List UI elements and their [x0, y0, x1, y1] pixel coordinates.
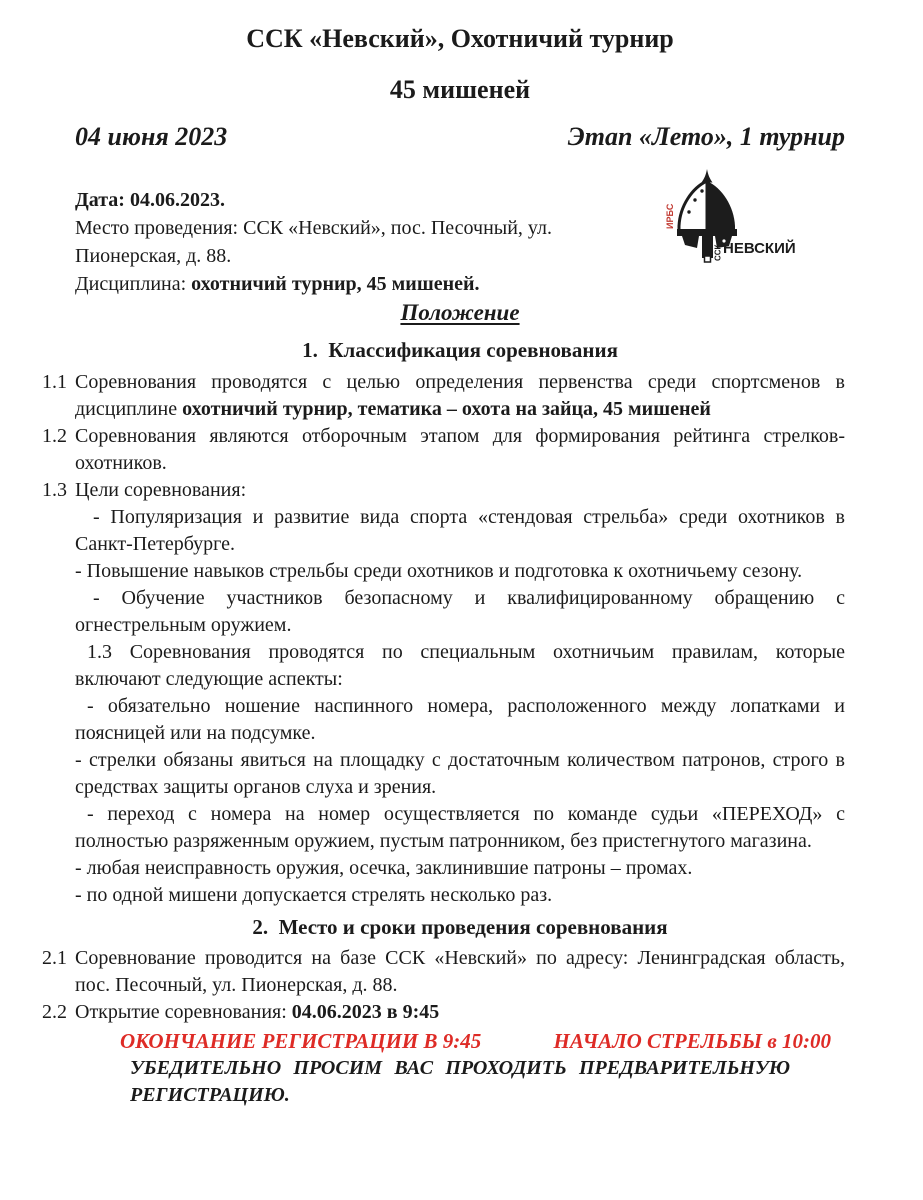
- document-subtitle: 45 мишеней: [389, 75, 531, 104]
- rule-item: - обязательно ношение наспинного номера, расположенного между лопатками и поясницей или на подсумке.: [75, 695, 845, 744]
- item-2-2: [42, 999, 845, 1026]
- logo-club-name: НЕВСКИЙ: [723, 240, 796, 257]
- shooting-start-text: НАЧАЛО СТРЕЛЬБЫ в 10:00: [553, 1029, 831, 1053]
- goal-item: - Обучение участников безопасному и квалифицированному обращению с огнестрельным оружием.: [75, 587, 845, 636]
- registration-end-text: ОКОНЧАНИЕ РЕГИСТРАЦИИ В 9:45: [120, 1029, 482, 1053]
- item-number: 1.3: [42, 479, 67, 501]
- info-discipline-line: [75, 270, 655, 298]
- item-text: Цели соревнования:: [75, 479, 247, 501]
- rule-item: - по одной мишени допускается стрелять несколько раз.: [75, 884, 553, 906]
- section-1-heading: 1. Классификация соревнования: [302, 338, 618, 362]
- discipline-value: охотничий турнир, 45 мишеней.: [191, 273, 480, 295]
- item-text: Соревнование проводится на базе ССК «Невский» по адресу: Ленинградская область, пос. Песочный, ул. Пионерская, д. 88.: [75, 947, 845, 996]
- info-text: [75, 186, 655, 298]
- logo-vertical-black-text: ССК: [713, 244, 723, 261]
- info-venue-line: Место проведения: ССК «Невский», пос. Песочный, ул. Пионерская, д. 88.: [75, 217, 553, 267]
- event-date: 04 июня 2023: [75, 122, 228, 151]
- item-text-bold: охотничий турнир, тематика – охота на зайца, 45 мишеней: [182, 398, 711, 420]
- helmet-dome-left-icon: [679, 181, 707, 231]
- helmet-noseguard-icon: [702, 231, 713, 258]
- item-2-1: [42, 945, 845, 999]
- item-text: Соревнования являются отборочным этапом для формирования рейтинга стрелков-охотников.: [75, 425, 845, 474]
- item-number: 2.1: [42, 947, 67, 969]
- info-block: [75, 186, 845, 298]
- item-text: Открытие соревнования:: [75, 1001, 292, 1023]
- document-title: ССК «Невский», Охотничий турнир: [246, 24, 674, 53]
- section-2: [42, 914, 845, 1109]
- schedule-warning-row: [75, 1027, 845, 1055]
- section-1: [42, 337, 845, 909]
- helmet-cheek-left-icon: [682, 236, 699, 248]
- goal-item: - Повышение навыков стрельбы среди охотников и подготовка к охотничьему сезону.: [75, 560, 803, 582]
- rule-item: - переход с номера на номер осуществляется по команде судьи «ПЕРЕХОД» с полностью разряженным оружием, пустым патронником, без пристегнутого магазина.: [75, 803, 845, 852]
- item-text: Соревнования проводятся с целью определения первенства среди спортсменов в дисциплине: [75, 371, 845, 420]
- club-logo: [655, 168, 815, 266]
- date-stage-row: [75, 122, 845, 152]
- rules-intro: 1.3 Соревнования проводятся по специальным охотничьим правилам, которые включают следующие аспекты:: [75, 641, 845, 690]
- goal-item: - Популяризация и развитие вида спорта «стендовая стрельба» среди охотников в Санкт-Петербурге.: [75, 506, 845, 555]
- section-2-heading: 2. Место и сроки проведения соревнования: [252, 915, 668, 939]
- event-stage: Этап «Лето», 1 турнир: [567, 122, 845, 151]
- discipline-label: Дисциплина:: [75, 273, 192, 295]
- regulation-title: Положение: [400, 300, 520, 325]
- item-1-2: [42, 423, 845, 477]
- item-number: 2.2: [42, 1001, 67, 1023]
- helmet-dome-right-icon: [707, 181, 735, 231]
- item-1-3: [42, 477, 845, 504]
- rule-item: - любая неисправность оружия, осечка, заклинившие патроны – промах.: [75, 857, 693, 879]
- item-number: 1.2: [42, 425, 67, 447]
- item-1-1: [42, 369, 845, 423]
- rule-item: - стрелки обязаны явиться на площадку с достаточным количеством патронов, строго в средствах защиты органов слуха и зрения.: [75, 749, 845, 798]
- info-date-line: Дата: 04.06.2023.: [75, 189, 225, 211]
- item-number: 1.1: [42, 371, 67, 393]
- item-text-bold: 04.06.2023 в 9:45: [291, 1001, 440, 1023]
- pre-registration-notice: УБЕДИТЕЛЬНО ПРОСИМ ВАС ПРОХОДИТЬ ПРЕДВАРИТЕЛЬНУЮ РЕГИСТРАЦИЮ.: [130, 1057, 790, 1106]
- logo-vertical-red-text: ИРБС: [665, 203, 675, 229]
